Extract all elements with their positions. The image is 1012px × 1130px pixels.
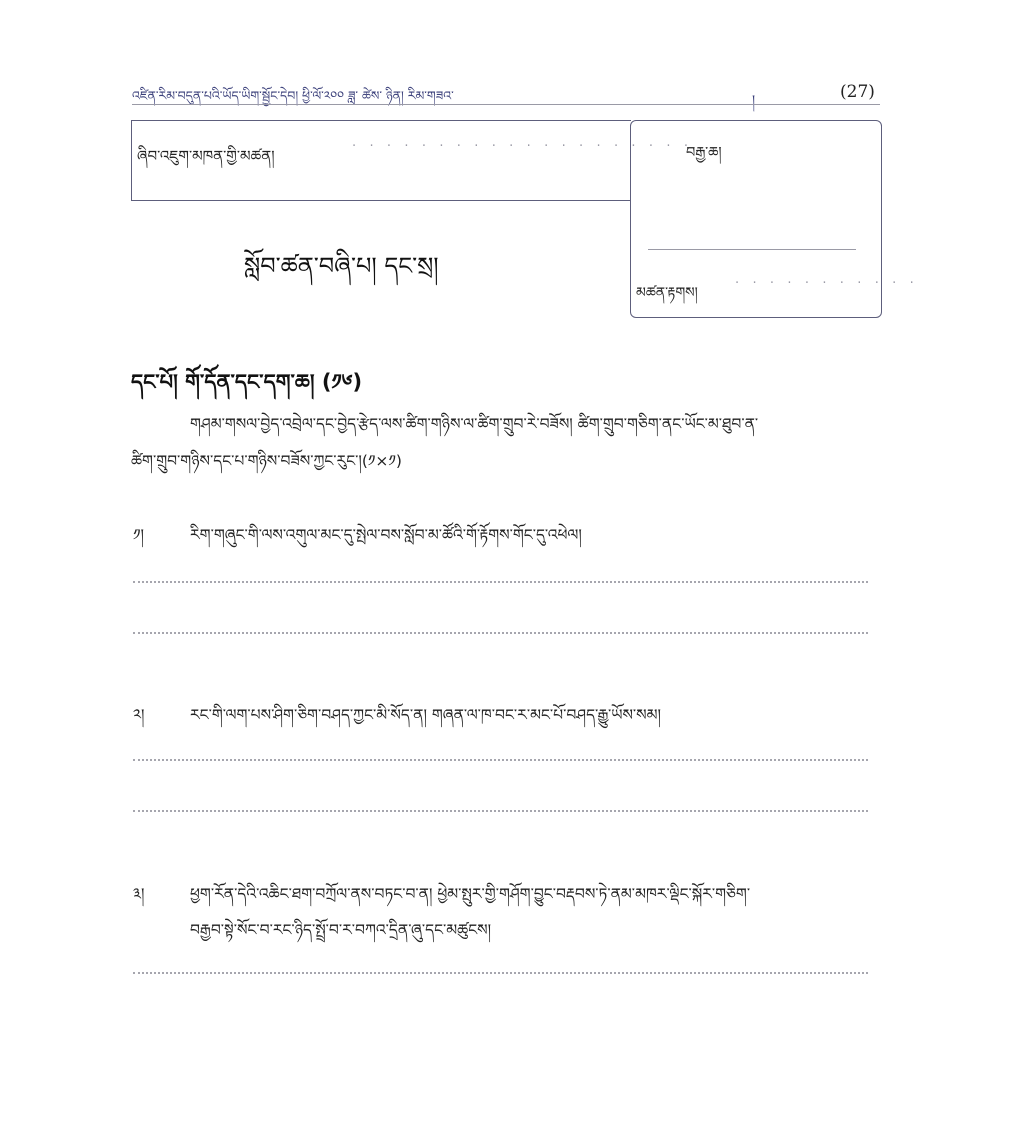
running-header: འཛིན་རིམ་བདུན་པའི་ཡོད་ཡིག་སྦྱོང་དེབ། ཕྱི་ལོ་༢༠༠ ཟླ་ ཚེས་ ཉིན། རིམ་གཟའ་	[132, 88, 454, 103]
answer-line[interactable]	[133, 581, 868, 583]
header-rule	[132, 104, 880, 105]
lesson-title: སློབ་ཚན་བཞི་པ། དང་སྲ།	[244, 252, 439, 280]
reviewer-name-field[interactable]: · · · · · · · · · · · · · · · · · · · ·	[352, 139, 693, 154]
signature-label: མཚན་རྟགས།	[636, 285, 698, 301]
section-heading: དང་པོ། གོ་དོན་དང་དག་ཆ། (༡༦)	[131, 370, 363, 394]
signature-field[interactable]: · · · · · · · · · · ·	[735, 276, 919, 291]
page-number: (27)	[840, 82, 875, 102]
question-text: ཕྱག་རོན་དེའི་འཆིང་ཐག་བཀྲོལ་ནས་བཏང་བ་ན། ཕྱེམ་སྤུར་གྱི་གཤོག་བྱུང་བརྡབས་ཏེ་ནམ་མཁར་ལྡིང་སྐོར་གཅིག་	[190, 885, 751, 903]
header-shad: །	[752, 93, 756, 109]
reviewer-name-label: ཞིབ་འཇུག་མཁན་གྱི་མཚན།	[137, 147, 275, 165]
question-text: རང་གི་ལག་པས་ཤིག་ཅིག་བཤད་ཀྱང་མི་སོད་ན། གཞན་ལ་ཁ་བང་ར་མང་པོ་བཤད་རྒྱུ་ཡོས་སམ།	[190, 706, 661, 724]
question-text: རིག་གཞུང་གི་ལས་འགུལ་མང་དུ་སྤེལ་བས་སློབ་མ་ཚོའི་གོ་རྟོགས་གོང་དུ་འཕེལ།	[190, 526, 582, 544]
answer-line[interactable]	[133, 632, 868, 634]
instruction-line: ཚིག་གྲུབ་གཉིས་དང་པ་གཉིས་བཟོས་ཀྱང་རུང་།(༡×༡)	[131, 452, 402, 470]
question-text: བརྒྱབ་སྟེ་སོང་བ་རང་ཉིད་སྤྲོ་བ་ར་བཀའ་དྲིན་ཞུ་དང་མཚུངས།	[190, 921, 492, 939]
question-number: ༣།	[133, 885, 145, 903]
instruction-line: གཤམ་གསལ་བྱེད་འབྲེལ་དང་བྱེད་རྩེད་ལས་ཚིག་གཉིས་ལ་ཚིག་གྲུབ་རེ་བཟོས། ཚིག་གྲུབ་གཅིག་ནང་ཡོང་མ་ཐུབ་ན་	[190, 415, 759, 433]
score-label: བརྒྱ་ཆ།	[686, 145, 722, 161]
score-entry-line[interactable]	[648, 249, 856, 250]
answer-line[interactable]	[133, 810, 868, 812]
answer-line[interactable]	[133, 759, 868, 761]
answer-line[interactable]	[133, 972, 868, 974]
question-number: ༡།	[133, 526, 144, 544]
question-number: ༢།	[133, 706, 145, 724]
